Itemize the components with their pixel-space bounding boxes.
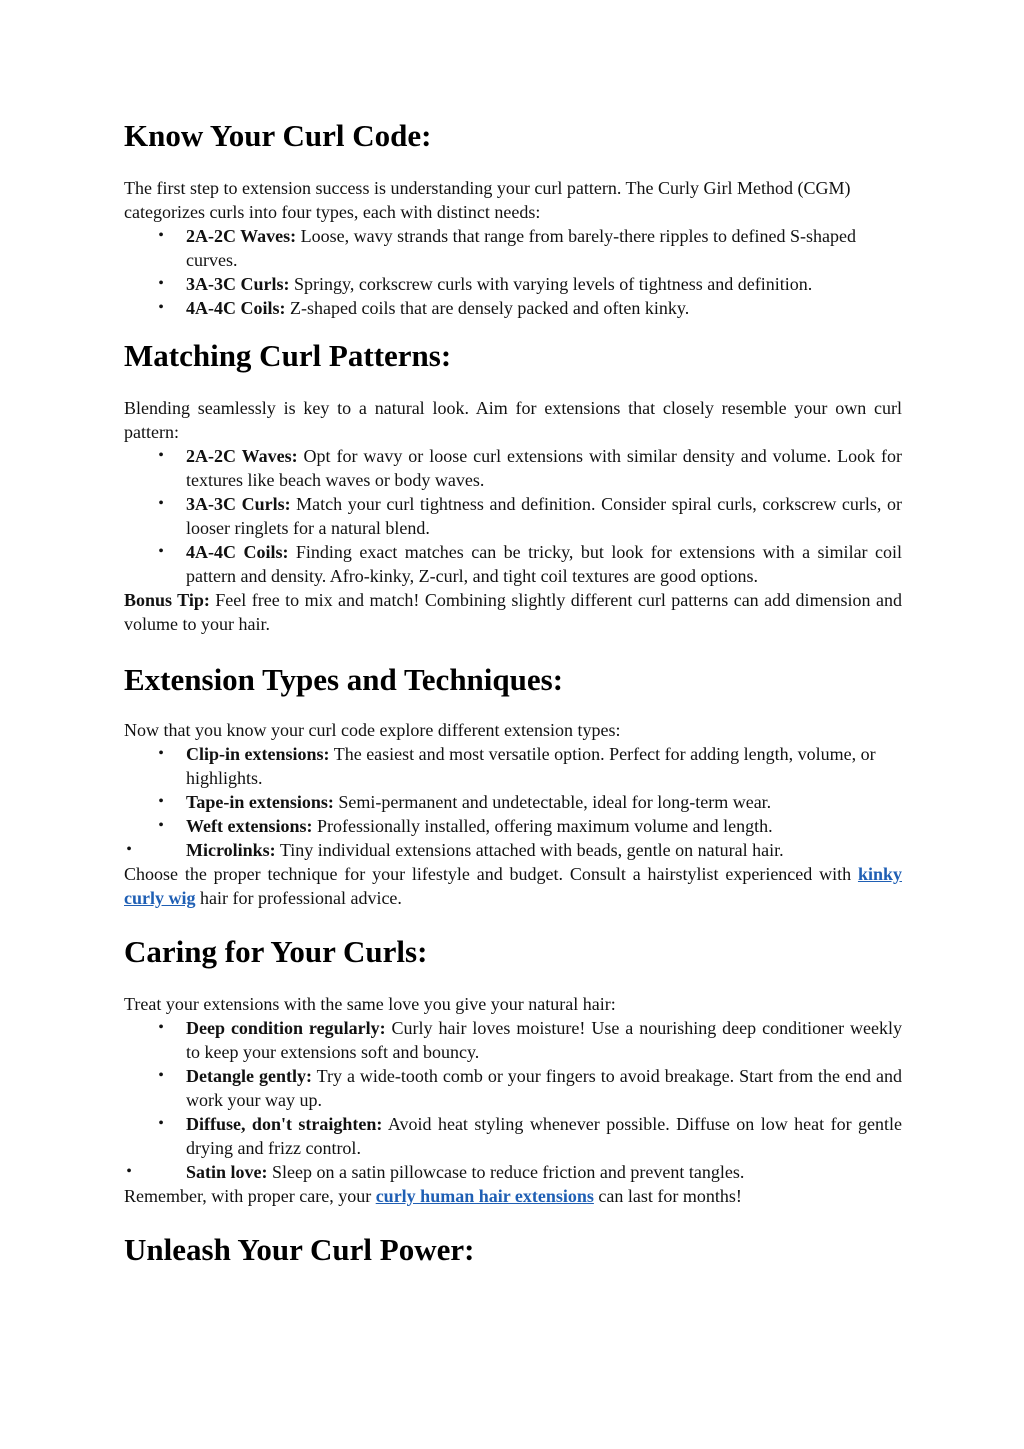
bonus-tip-text: Feel free to mix and match! Combining slightly different curl patterns can add dimension and volume to your hair. xyxy=(124,590,902,634)
bullet-icon: • xyxy=(158,275,164,292)
list-item xyxy=(124,1016,902,1064)
curly-human-hair-extensions-link[interactable]: curly human hair extensions xyxy=(375,1186,594,1206)
section-heading: Know Your Curl Code: xyxy=(124,118,432,153)
item-text: Curly hair loves moisture! Use a nourishing deep conditioner weekly to keep your extensions soft and bouncy. xyxy=(186,1018,903,1062)
bonus-tip xyxy=(124,588,902,636)
item-term: Microlinks: xyxy=(186,840,276,860)
section-heading: Unleash Your Curl Power: xyxy=(124,1232,475,1267)
item-term: Weft extensions: xyxy=(186,816,313,836)
item-term: Diffuse, don't straighten: xyxy=(186,1114,383,1134)
section-intro: The first step to extension success is understanding your curl pattern. The Curly Girl Method (CGM) categorizes curls into four types, each with distinct needs: xyxy=(124,178,851,222)
item-term: 4A-4C Coils: xyxy=(186,542,289,562)
bullet-icon: • xyxy=(158,745,164,762)
document-content xyxy=(124,118,902,1268)
item-text: Loose, wavy strands that range from barely-there ripples to defined S-shaped curves. xyxy=(186,226,856,270)
list-item xyxy=(124,1112,902,1160)
bullet-icon: • xyxy=(158,1019,164,1036)
item-text: The easiest and most versatile option. Perfect for adding length, volume, or highlights. xyxy=(186,744,876,788)
list-item xyxy=(124,838,902,862)
item-text: Opt for wavy or loose curl extensions with similar density and volume. Look for textures like beach waves or body waves. xyxy=(186,446,902,490)
list-item xyxy=(124,540,902,588)
outro-text: can last for months! xyxy=(593,1186,742,1206)
item-term: Clip-in extensions: xyxy=(186,744,330,764)
item-term: Detangle gently: xyxy=(186,1066,312,1086)
bullet-icon: • xyxy=(158,1067,164,1084)
item-text: Professionally installed, offering maximum volume and length. xyxy=(312,816,773,836)
item-term: 3A-3C Curls: xyxy=(186,274,290,294)
list-item xyxy=(124,492,902,540)
item-term: 2A-2C Waves: xyxy=(186,226,297,246)
kinky-curly-wig-link[interactable]: kinky curly wig xyxy=(124,864,902,908)
bullet-icon: • xyxy=(158,495,164,512)
section-intro: Blending seamlessly is key to a natural look. Aim for extensions that closely resemble your own curl pattern: xyxy=(124,398,902,442)
item-text: Finding exact matches can be tricky, but look for extensions with a similar coil pattern and density. Afro-kinky, Z-curl, and tight coil textures are good options. xyxy=(186,542,902,586)
list-item xyxy=(124,814,902,838)
section-heading: Caring for Your Curls: xyxy=(124,934,428,969)
section-outro xyxy=(124,1184,902,1208)
bullet-icon: • xyxy=(126,1163,132,1180)
bullet-icon: • xyxy=(158,817,164,834)
section-intro: Treat your extensions with the same love you give your natural hair: xyxy=(124,994,616,1014)
list-item xyxy=(124,444,902,492)
item-term: 4A-4C Coils: xyxy=(186,298,286,318)
list-item xyxy=(124,1160,902,1184)
bonus-tip-label: Bonus Tip: xyxy=(124,590,210,610)
item-text: Avoid heat styling whenever possible. Diffuse on low heat for gentle drying and frizz control. xyxy=(186,1114,902,1158)
bullet-list xyxy=(124,1016,902,1184)
bullet-list xyxy=(124,742,902,862)
section-unleash-curl-power xyxy=(124,1232,902,1268)
list-item xyxy=(124,790,902,814)
outro-text: hair for professional advice. xyxy=(195,888,402,908)
section-caring-for-curls xyxy=(124,934,902,1208)
bullet-icon: • xyxy=(126,841,132,858)
bullet-list xyxy=(124,444,902,588)
section-matching-curl-patterns xyxy=(124,338,902,636)
item-text: Z-shaped coils that are densely packed and often kinky. xyxy=(285,298,690,318)
item-text: Tiny individual extensions attached with beads, gentle on natural hair. xyxy=(275,840,784,860)
outro-text: Remember, with proper care, your xyxy=(124,1186,376,1206)
bullet-list xyxy=(124,224,902,320)
section-intro: Now that you know your curl code explore different extension types: xyxy=(124,720,621,740)
item-text: Springy, corkscrew curls with varying levels of tightness and definition. xyxy=(289,274,813,294)
bullet-icon: • xyxy=(158,1115,164,1132)
list-item xyxy=(124,1064,902,1112)
bullet-icon: • xyxy=(158,299,164,316)
list-item xyxy=(124,224,902,272)
bullet-icon: • xyxy=(158,447,164,464)
section-outro xyxy=(124,862,902,910)
bullet-icon: • xyxy=(158,793,164,810)
bullet-icon: • xyxy=(158,227,164,244)
item-text: Semi-permanent and undetectable, ideal for long-term wear. xyxy=(333,792,772,812)
outro-text: Choose the proper technique for your lifestyle and budget. Consult a hairstylist experienced with xyxy=(124,864,858,884)
section-extension-types xyxy=(124,662,902,910)
section-know-your-curl-code xyxy=(124,118,902,320)
list-item xyxy=(124,296,902,320)
list-item xyxy=(124,272,902,296)
item-term: Tape-in extensions: xyxy=(186,792,334,812)
section-heading: Extension Types and Techniques: xyxy=(124,662,564,697)
list-item xyxy=(124,742,902,790)
section-heading: Matching Curl Patterns: xyxy=(124,338,452,373)
bullet-icon: • xyxy=(158,543,164,560)
item-term: Satin love: xyxy=(186,1162,268,1182)
item-term: 3A-3C Curls: xyxy=(186,494,291,514)
item-text: Match your curl tightness and definition. Consider spiral curls, corkscrew curls, or looser ringlets for a natural blend. xyxy=(186,494,903,538)
item-text: Sleep on a satin pillowcase to reduce friction and prevent tangles. xyxy=(267,1162,745,1182)
item-term: Deep condition regularly: xyxy=(186,1018,386,1038)
item-term: 2A-2C Waves: xyxy=(186,446,298,466)
item-text: Try a wide-tooth comb or your fingers to avoid breakage. Start from the end and work your way up. xyxy=(186,1066,902,1110)
